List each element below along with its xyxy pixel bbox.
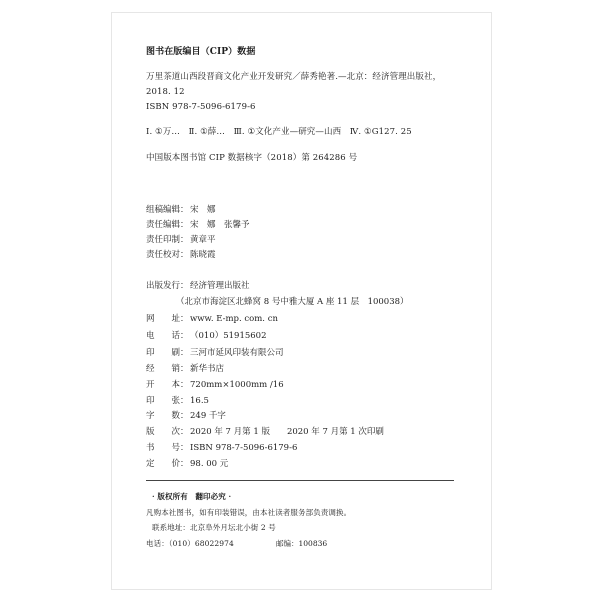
editor-value: 陈晓霞 <box>190 250 216 260</box>
detail-label: 印 张： <box>146 396 189 406</box>
detail-label: 版 次： <box>146 427 189 437</box>
editor-label: 组稿编辑： <box>146 205 189 215</box>
editor-value: 宋 娜 张馨予 <box>190 220 250 230</box>
cip-record-line2: 2018. 12 <box>146 87 185 97</box>
cip-isbn: ISBN 978-7-5096-6179-6 <box>146 102 256 112</box>
editor-value: 黄章平 <box>190 235 216 245</box>
contact-phone: 电话：（010）68022974 <box>146 539 234 548</box>
cip-heading: 图书在版编目（CIP）数据 <box>146 47 256 57</box>
format-value: 720mm×1000mm /16 <box>190 380 284 390</box>
word-count-value: 249 千字 <box>190 411 226 421</box>
editor-label: 责任校对： <box>146 250 189 260</box>
detail-label: 定 价： <box>146 459 189 469</box>
editor-label: 责任编辑： <box>146 220 189 230</box>
publisher-label: 出版发行： <box>146 281 189 291</box>
editor-value: 宋 娜 <box>190 205 216 215</box>
book-number-value: ISBN 978-7-5096-6179-6 <box>190 443 298 453</box>
edition-value: 2020 年 7 月第 1 版 2020 年 7 月第 1 次印刷 <box>190 427 384 437</box>
detail-label: 书 号： <box>146 443 189 453</box>
footer-divider <box>146 480 454 481</box>
contact-address: 联系地址：北京阜外月坛北小街 2 号 <box>152 523 276 532</box>
detail-label: 网 址： <box>146 314 189 324</box>
cip-library-number: 中国版本图书馆 CIP 数据核字（2018）第 264286 号 <box>146 153 358 163</box>
phone-value: （010）51915602 <box>190 331 267 341</box>
printer-value: 三河市延风印装有限公司 <box>190 348 284 358</box>
publisher-address: （北京市海淀区北蜂窝 8 号中雅大厦 A 座 11 层 100038） <box>176 297 409 307</box>
cip-record-line1: 万里茶道山西段晋商文化产业开发研究／薛秀艳著.—北京：经济管理出版社， <box>146 72 442 82</box>
detail-label: 开 本： <box>146 380 189 390</box>
detail-label: 电 话： <box>146 331 189 341</box>
cip-classification: Ⅰ. ①万… Ⅱ. ①薛… Ⅲ. ①文化产业—研究—山西 Ⅳ. ①G127. 25 <box>146 127 412 137</box>
detail-label: 印 刷： <box>146 348 189 358</box>
editor-label: 责任印制： <box>146 235 189 245</box>
detail-label: 字 数： <box>146 411 189 421</box>
website-value: www. E-mp. com. cn <box>190 314 278 324</box>
price-value: 98. 00 元 <box>190 459 229 469</box>
detail-label: 经 销： <box>146 364 189 374</box>
exchange-notice: 凡购本社图书，如有印装错误，由本社读者服务部负责调换。 <box>146 508 352 517</box>
distributor-value: 新华书店 <box>190 364 225 374</box>
contact-postcode: 邮编：100836 <box>276 539 328 548</box>
rights-notice: · 版权所有 翻印必究 · <box>152 492 232 501</box>
publisher-name: 经济管理出版社 <box>190 281 250 291</box>
sheets-value: 16.5 <box>190 396 209 406</box>
